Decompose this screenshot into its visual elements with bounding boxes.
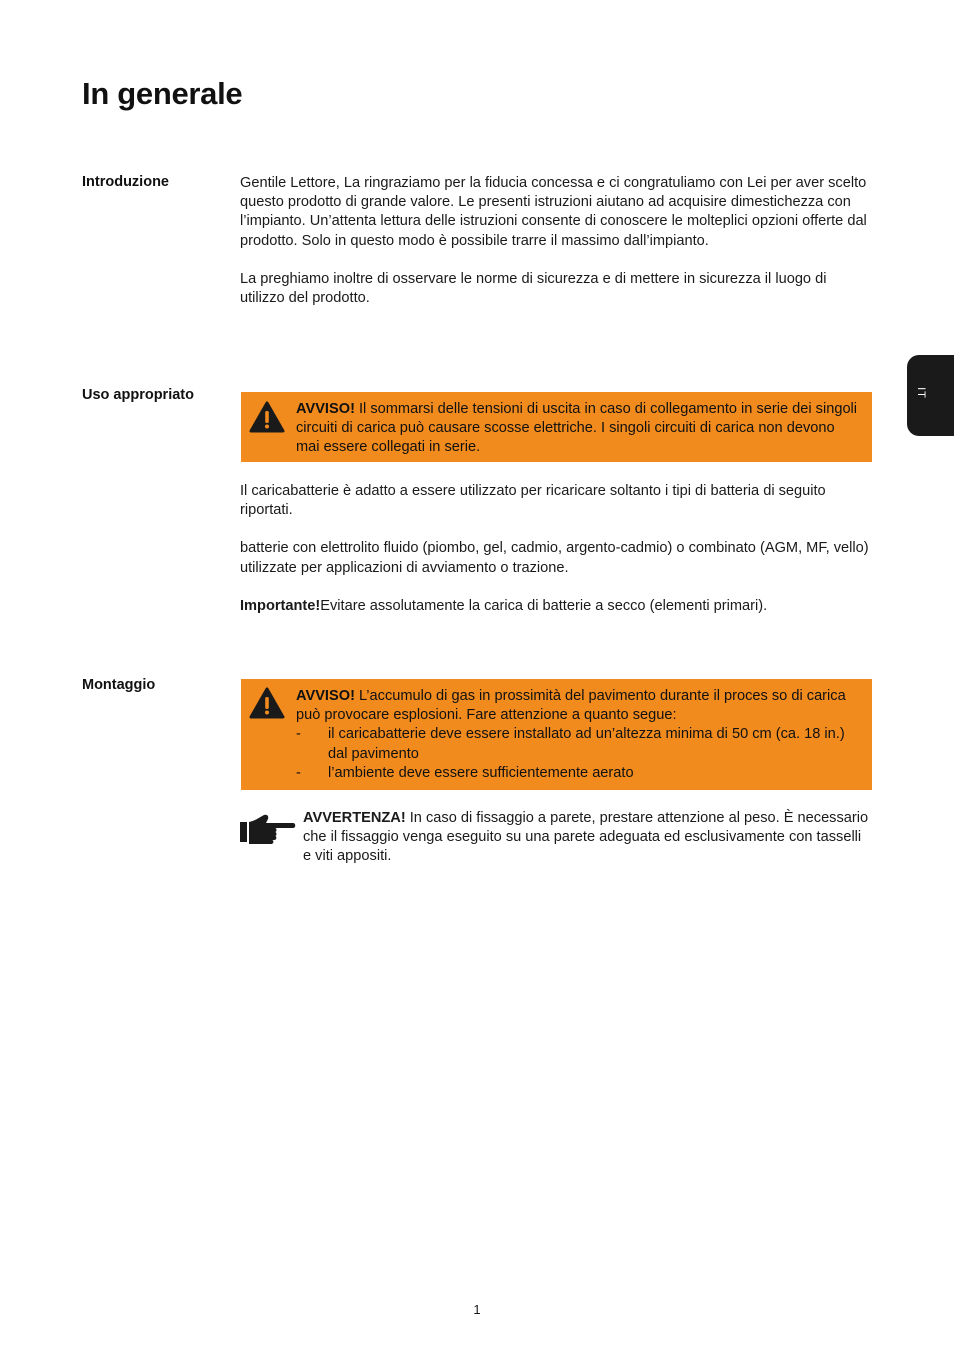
warning-text-mount [296, 687, 858, 783]
page-title: In generale [82, 76, 243, 111]
important-label: Importante! [240, 597, 321, 614]
important-text: Evitare assolutamente la carica di batterie a secco (elementi primari). [320, 597, 768, 614]
note-text [303, 809, 873, 867]
note-body: In caso di fissaggio a parete, prestare attenzione al peso. È necessario che il fissaggio venga eseguito su una parete adeguata ed esclusivamente con tasselli e viti appositi. [303, 810, 869, 865]
list-item-text: il caricabatterie deve essere installato ad un’altezza minima di 50 cm (ca. 18 in.) dal pavimento [328, 726, 845, 762]
section-label-mount: Montaggio [82, 677, 156, 693]
intro-paragraph-2: La preghiamo inoltre di osservare le norme di sicurezza e di mettere in sicurezza il luogo di utilizzo del prodotto. [240, 270, 827, 307]
section-label-intro: Introduzione [82, 174, 169, 190]
list-item [296, 764, 858, 783]
warning-triangle-icon [249, 401, 285, 433]
section-label-use: Uso appropriato [82, 387, 194, 403]
warning-box-use [241, 392, 872, 462]
warning-box-mount [241, 679, 872, 790]
intro-paragraph-1: Gentile Lettore, La ringraziamo per la fiducia concessa e ci congratuliamo con Lei per aver scelto questo prodotto di grande valore. Le presenti istruzioni aiutano ad acquisire dimestichezza con l’impianto. Un’attenta lettura delle istruzioni consente di conoscere le molteplici opzioni offerte dal prodotto. Solo in questo modo è possibile trarre il massimo dall’impianto. [240, 175, 867, 249]
language-tab-label: IT [914, 387, 927, 399]
list-marker: - [296, 726, 301, 743]
warning-body: Il sommarsi delle tensioni di uscita in caso di collegamento in serie dei singoli circuiti di carica può causare scosse elettriche. I singoli circuiti di carica non devono mai essere collegati in serie. [296, 401, 858, 456]
warning-title: AVVISO! [296, 401, 355, 417]
important-note [240, 597, 872, 616]
use-paragraph-1: Il caricabatterie è adatto a essere utilizzato per ricaricare soltanto i tipi di batteria di seguito riportati. [240, 483, 826, 519]
warning-body: L’accumulo di gas in prossimità del pavimento durante il proces so di carica può provocare esplosioni. Fare attenzione a quanto segue: [296, 688, 846, 724]
list-item [296, 725, 858, 763]
use-paragraph-2: batterie con elettrolito fluido (piombo, gel, cadmio, argento-cadmio) o combinato (AGM, MF, vello) utilizzate per applicazioni di avviamento o trazione. [240, 540, 869, 576]
pointing-hand-icon [240, 813, 296, 845]
warning-triangle-icon [249, 687, 285, 719]
warning-paragraph [296, 687, 858, 725]
list-marker: - [296, 764, 301, 781]
page-number: 1 [473, 1302, 481, 1317]
language-tab [907, 355, 954, 436]
warning-text-use [296, 400, 858, 458]
warning-title: AVVISO! [296, 688, 355, 704]
note-title: AVVERTENZA! [303, 810, 406, 826]
use-content [240, 482, 872, 616]
intro-content [240, 174, 872, 308]
list-item-text: l’ambiente deve essere sufficientemente aerato [328, 764, 634, 781]
